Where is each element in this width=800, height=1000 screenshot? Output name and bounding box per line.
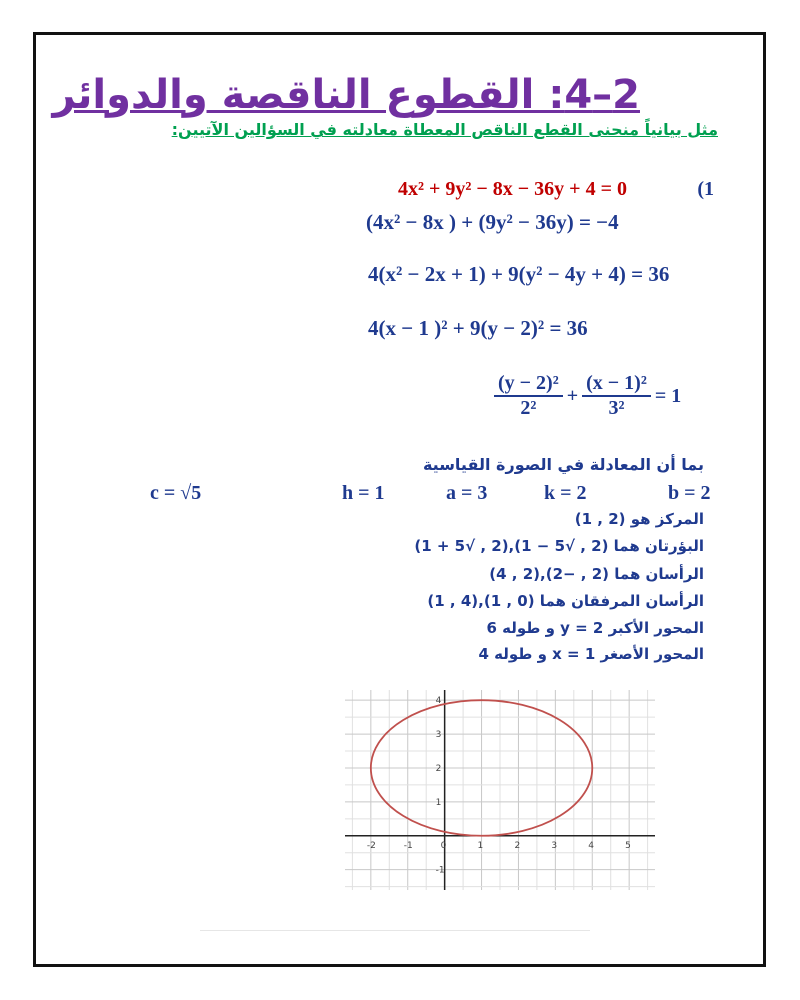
fraction-x-numerator: (x − 1)² xyxy=(582,372,651,397)
result-center: المركز هو (2 , 1) xyxy=(574,510,704,528)
ellipse-graph xyxy=(345,690,655,890)
y-tick-label: -1 xyxy=(435,865,445,876)
x-tick-label: 0 xyxy=(440,840,447,851)
y-tick-label: 2 xyxy=(435,763,442,774)
result-foci: البؤرتان هما (2 , √5 − 1),(2 , √5 + 1) xyxy=(414,537,704,555)
page-title: 2–4: القطوع الناقصة والدوائر xyxy=(52,72,640,118)
y-tick-label: 1 xyxy=(435,797,442,808)
fraction-y-numerator: (y − 2)² xyxy=(494,372,563,397)
y-tick-label: 3 xyxy=(435,730,442,741)
x-tick-label: 5 xyxy=(625,840,631,851)
param-k: k = 2 xyxy=(544,482,587,504)
x-tick-label: 3 xyxy=(551,840,558,851)
standard-form xyxy=(494,372,681,420)
result-major-axis: المحور الأكبر y = 2 و طوله 6 xyxy=(486,619,704,637)
fraction-y-denominator: 2² xyxy=(520,397,537,419)
result-minor-axis: المحور الأصغر x = 1 و طوله 4 xyxy=(478,645,704,663)
fraction-x xyxy=(582,372,651,420)
param-c: c = √5 xyxy=(150,482,202,504)
param-h: h = 1 xyxy=(342,482,385,504)
since-statement: بما أن المعادلة في الصورة القياسية xyxy=(422,455,704,474)
problem-number: (1 xyxy=(697,178,714,200)
fraction-x-denominator: 3² xyxy=(608,397,625,419)
y-tick-label: 4 xyxy=(435,696,442,707)
result-co-vertices: الرأسان المرفقان هما (0 , 1),(4 , 1) xyxy=(427,592,704,610)
param-b: b = 2 xyxy=(668,482,711,504)
problem-equation: 4x² + 9y² − 8x − 36y + 4 = 0 xyxy=(398,178,627,200)
footer-divider xyxy=(200,930,590,931)
x-tick-label: 4 xyxy=(588,840,594,851)
step-1: (4x² − 8x ) + (9y² − 36y) = −4 xyxy=(366,210,619,234)
step-3: 4(x − 1 )² + 9(y − 2)² = 36 xyxy=(368,316,588,340)
graph-tick-labels xyxy=(367,696,631,875)
x-tick-label: 1 xyxy=(477,840,484,851)
x-tick-label: -1 xyxy=(403,840,413,851)
equals-one: = 1 xyxy=(654,384,682,407)
instruction-text: مثل بيانياً منحنى القطع الناقص المعطاة معادلته في السؤالين الآتيين: xyxy=(171,120,718,139)
param-a: a = 3 xyxy=(446,482,488,504)
graph-grid xyxy=(345,690,655,890)
result-vertices: الرأسان هما (2 , −2),(2 , 4) xyxy=(489,565,704,583)
fraction-y xyxy=(494,372,563,420)
x-tick-label: -2 xyxy=(366,840,376,851)
step-2: 4(x² − 2x + 1) + 9(y² − 4y + 4) = 36 xyxy=(368,262,670,286)
x-tick-label: 2 xyxy=(514,840,521,851)
plus-sign: + xyxy=(566,384,579,407)
